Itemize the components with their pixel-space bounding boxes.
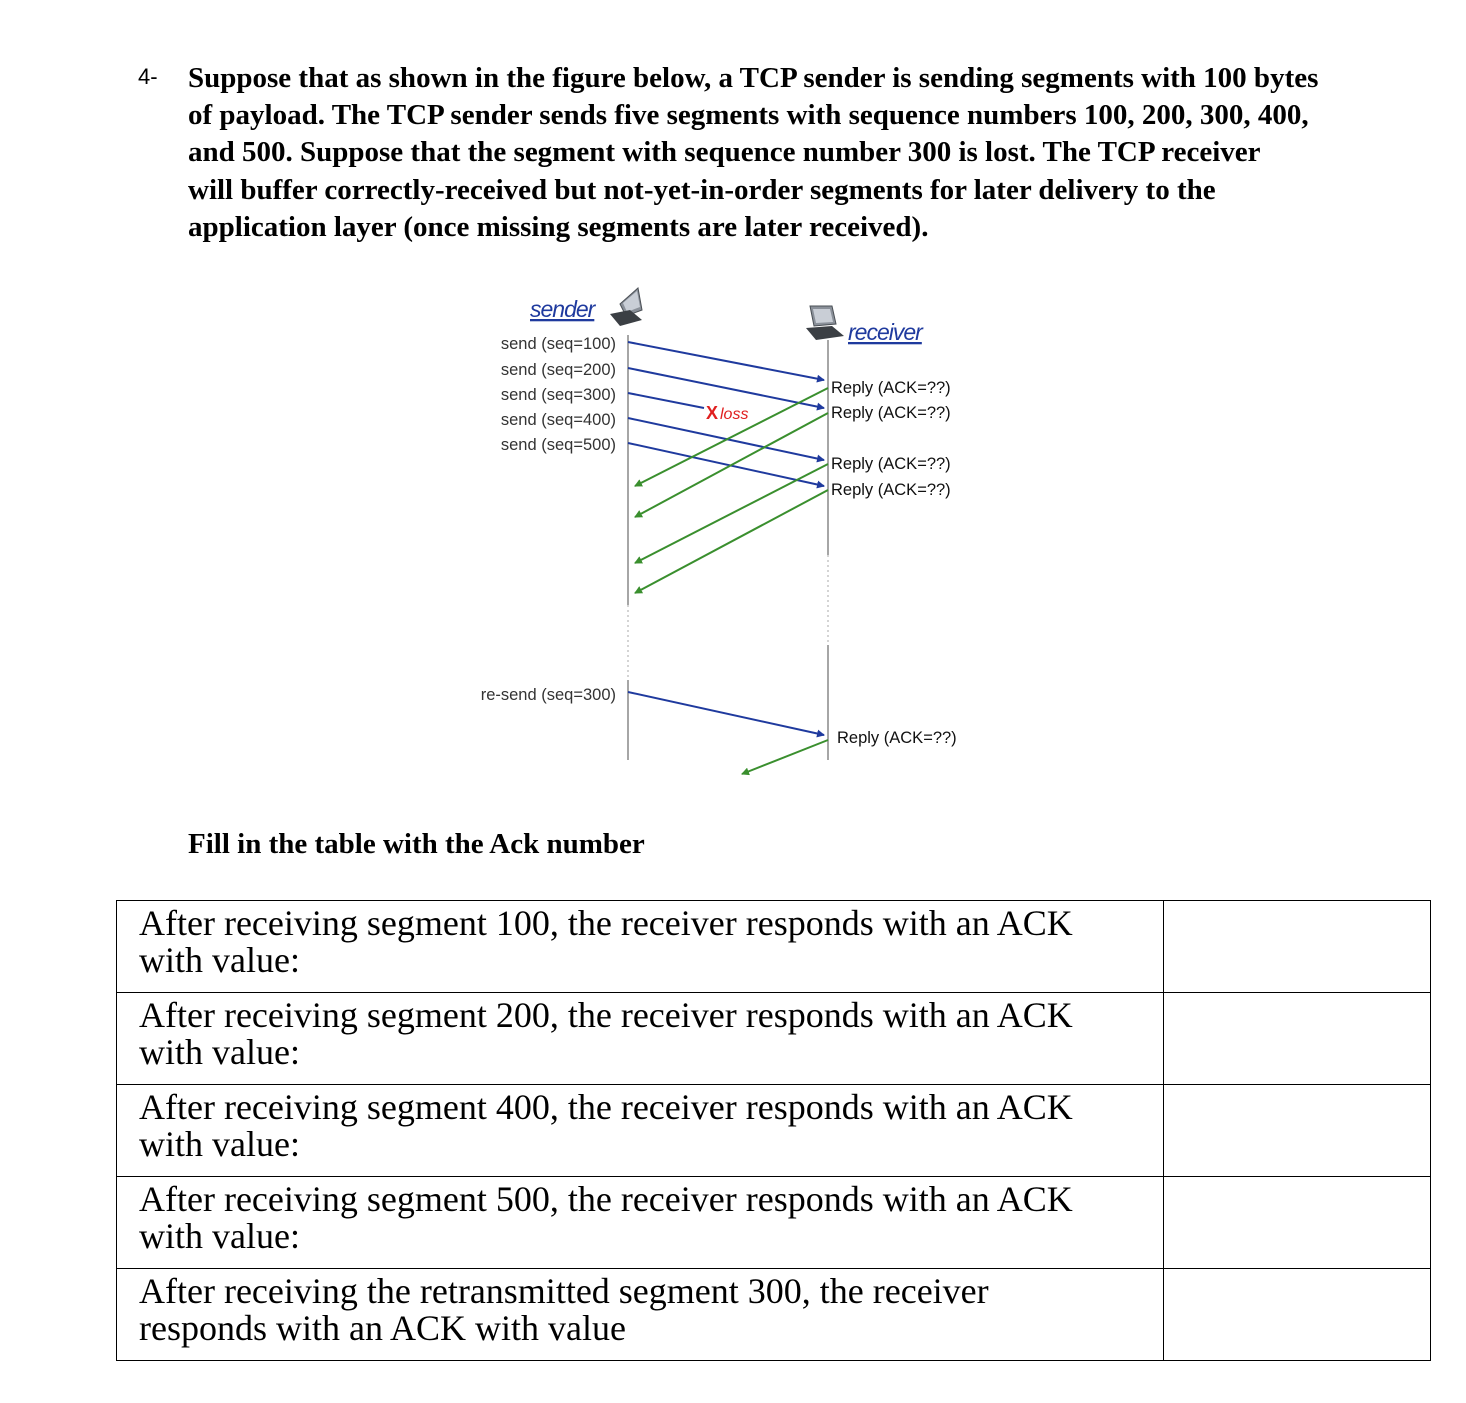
table-row [117,993,1431,1085]
question-text [188,60,1453,246]
question-line: will buffer correctly-received but not-yet-in-order segments for later delivery to the [188,173,1216,206]
table-row [117,1269,1431,1361]
question-cell-line: with value: [139,940,300,980]
table-row [117,1177,1431,1269]
receiver-computer-icon [806,306,844,340]
send-label: send (seq=100) [500,335,616,353]
question-cell-line: After receiving segment 200, the receiver responds with an ACK [139,995,1073,1035]
question-line: and 500. Suppose that the segment with sequence number 300 is lost. The TCP receiver [188,136,1261,169]
question-cell-line: with value: [139,1124,300,1164]
segment-arrow-500 [628,443,824,486]
loss-label: loss [720,406,749,423]
question-line: application layer (once missing segments are later received). [188,210,929,243]
question-cell-line: with value: [139,1032,300,1072]
table-question-cell [117,1085,1164,1177]
reply-label: Reply (ACK=??) [837,729,957,747]
answer-cell[interactable] [1164,1177,1431,1269]
reply-label: Reply (ACK=??) [831,379,951,397]
table-row [117,1085,1431,1177]
fill-heading: Fill in the table with the Ack number [188,828,645,860]
ack-arrow [635,490,828,593]
answer-cell[interactable] [1164,993,1431,1085]
sender-computer-icon [610,288,642,326]
loss-x-mark: X [706,403,719,423]
send-label: send (seq=300) [500,386,616,404]
ack-arrow [635,388,828,486]
question-cell-line: with value: [139,1216,300,1256]
question-number: 4- [138,64,158,89]
send-label: send (seq=200) [500,361,616,379]
send-label: send (seq=400) [500,411,616,429]
question-cell-line: responds with an ACK with value [139,1308,626,1348]
answer-cell[interactable] [1164,1085,1431,1177]
ack-arrow [742,740,828,774]
question-cell-line: After receiving the retransmitted segment 300, the receiver [139,1271,989,1311]
ack-arrow [635,413,828,517]
table-question-cell [117,1177,1164,1269]
question-cell-line: After receiving segment 100, the receiver responds with an ACK [139,903,1073,943]
ack-arrow [635,464,828,563]
table-row [117,901,1431,993]
answer-cell[interactable] [1164,1269,1431,1361]
segment-arrow-resend-300 [628,692,824,735]
reply-label: Reply (ACK=??) [831,404,951,422]
resend-label: re-send (seq=300) [480,686,616,704]
question-line: Suppose that as shown in the figure below, a TCP sender is sending segments with 100 bytes [188,62,1319,94]
tcp-timing-diagram [460,280,980,790]
table-question-cell [117,993,1164,1085]
answer-cell[interactable] [1164,901,1431,993]
question-line: of payload. The TCP sender sends five segments with sequence numbers 100, 200, 300, 400, [188,99,1309,132]
table-question-cell [117,1269,1164,1361]
segment-arrow-300-lost [628,393,704,408]
reply-label: Reply (ACK=??) [831,481,951,499]
receiver-label: receiver [848,319,922,345]
send-label: send (seq=500) [500,436,616,454]
reply-label: Reply (ACK=??) [831,455,951,473]
question-cell-line: After receiving segment 500, the receiver responds with an ACK [139,1179,1073,1219]
sender-label: sender [530,296,595,322]
table-question-cell [117,901,1164,993]
ack-table [116,900,1431,1361]
question-cell-line: After receiving segment 400, the receiver responds with an ACK [139,1087,1073,1127]
